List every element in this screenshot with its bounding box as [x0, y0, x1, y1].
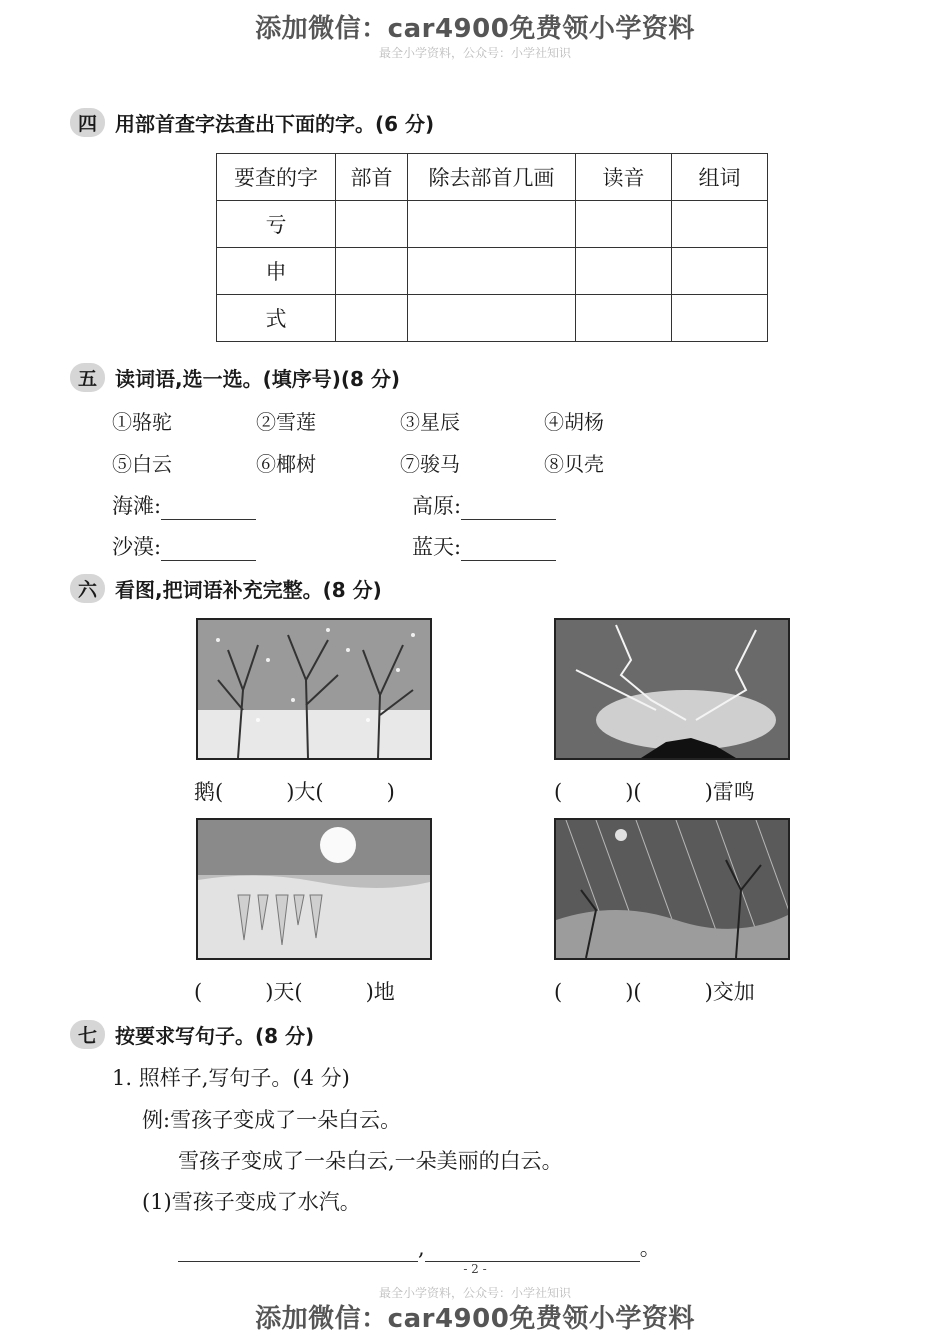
section-7-title: 按要求写句子。(8 分) [115, 1024, 315, 1048]
page-number: - 2 - [463, 1262, 487, 1276]
header-cell: 部首 [336, 154, 408, 201]
answer-cell[interactable] [576, 295, 672, 342]
lookup-table [216, 153, 768, 342]
section-4-title: 用部首查字法查出下面的字。(6 分) [115, 112, 435, 136]
answer-cell[interactable] [672, 201, 768, 248]
period: 。 [639, 1236, 661, 1260]
answer-line-row [178, 1232, 661, 1262]
answer-blank[interactable] [461, 542, 556, 561]
section-6-title: 看图,把词语补充完整。(8 分) [115, 578, 382, 602]
example-line-1: 例:雪孩子变成了一朵白云。 [142, 1108, 402, 1132]
option-item: ③星辰 [400, 410, 460, 434]
answer-cell[interactable] [336, 295, 408, 342]
answer-cell[interactable] [576, 201, 672, 248]
option-item: ④胡杨 [544, 410, 604, 434]
subquestion-1: (1)雪孩子变成了水汽。 [142, 1190, 361, 1214]
storm-picture [554, 818, 790, 960]
fill-desert [112, 531, 256, 561]
option-item: ⑤白云 [112, 452, 172, 476]
top-banner: 添加微信：car4900免费领小学资料 [255, 14, 695, 44]
header-cell: 除去部首几画 [408, 154, 576, 201]
caption-2: ( )( )雷鸣 [554, 780, 755, 804]
option-item: ⑥椰树 [256, 452, 316, 476]
question-1: 1. 照样子,写句子。(4 分) [112, 1066, 350, 1090]
header-cell: 读音 [576, 154, 672, 201]
answer-blank[interactable] [461, 501, 556, 520]
section-5-number: 五 [70, 363, 105, 392]
header-cell: 要查的字 [217, 154, 336, 201]
char-cell: 式 [217, 295, 336, 342]
section-6-heading [70, 574, 382, 603]
fill-label: 沙漠: [112, 535, 162, 559]
char-cell: 亏 [217, 201, 336, 248]
answer-blank[interactable] [161, 542, 256, 561]
answer-cell[interactable] [336, 248, 408, 295]
comma: , [418, 1236, 425, 1260]
answer-cell[interactable] [408, 248, 576, 295]
fill-label: 高原: [412, 494, 462, 518]
ice-snow-picture [196, 818, 432, 960]
section-7-number: 七 [70, 1020, 105, 1049]
fill-sky [412, 531, 556, 561]
answer-cell[interactable] [672, 295, 768, 342]
fill-beach [112, 490, 256, 520]
bottom-banner: 添加微信：car4900免费领小学资料 [255, 1304, 695, 1334]
example-line-2: 雪孩子变成了一朵白云,一朵美丽的白云。 [178, 1149, 563, 1173]
answer-cell[interactable] [408, 201, 576, 248]
char-cell: 申 [217, 248, 336, 295]
option-item: ②雪莲 [256, 410, 316, 434]
answer-blank[interactable] [425, 1243, 640, 1262]
answer-cell[interactable] [576, 248, 672, 295]
table-row [217, 295, 768, 342]
section-4-number: 四 [70, 108, 105, 137]
option-item: ⑧贝壳 [544, 452, 604, 476]
lightning-picture [554, 618, 790, 760]
caption-1: 鹅( )大( ) [194, 780, 395, 804]
answer-blank[interactable] [178, 1243, 418, 1262]
fill-label: 蓝天: [412, 535, 462, 559]
fill-label: 海滩: [112, 494, 162, 518]
section-4-heading [70, 108, 434, 137]
table-header-row [217, 154, 768, 201]
table-row [217, 201, 768, 248]
answer-cell[interactable] [336, 201, 408, 248]
header-cell: 组词 [672, 154, 768, 201]
snow-trees-picture [196, 618, 432, 760]
section-6-number: 六 [70, 574, 105, 603]
section-7-heading [70, 1020, 314, 1049]
table-row [217, 248, 768, 295]
answer-cell[interactable] [672, 248, 768, 295]
answer-cell[interactable] [408, 295, 576, 342]
answer-blank[interactable] [161, 501, 256, 520]
section-5-title: 读词语,选一选。(填序号)(8 分) [115, 367, 401, 391]
section-5-heading [70, 363, 400, 392]
fill-plateau [412, 490, 556, 520]
top-faint-note: 最全小学资料，公众号：小学社知识 [378, 46, 571, 60]
option-item: ①骆驼 [112, 410, 172, 434]
caption-4: ( )( )交加 [554, 980, 755, 1004]
option-item: ⑦骏马 [400, 452, 460, 476]
bottom-faint-note: 最全小学资料，公众号：小学社知识 [378, 1286, 571, 1300]
caption-3: ( )天( )地 [194, 980, 395, 1004]
